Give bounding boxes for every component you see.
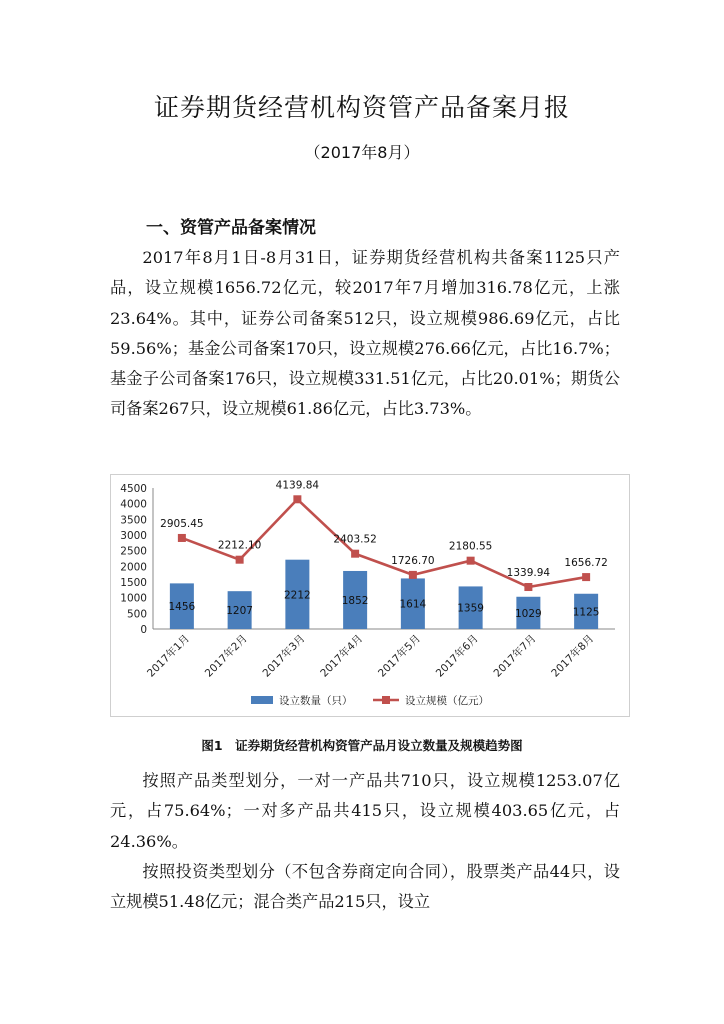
bar-value-label: 1125 (572, 606, 600, 619)
scale-value-label: 1656.72 (564, 557, 608, 570)
x-tick-label: 2017年7月 (491, 632, 539, 680)
scale-value-label: 1726.70 (391, 554, 435, 567)
scale-point (351, 550, 359, 558)
scale-point (236, 556, 244, 564)
bar-value-label: 1207 (226, 605, 253, 618)
scale-value-label: 2905.45 (160, 517, 204, 530)
scale-value-label: 2180.55 (448, 540, 493, 553)
bar-value-label: 2212 (284, 589, 311, 602)
x-tick-label: 2017年2月 (202, 632, 250, 680)
y-tick-label: 500 (126, 608, 147, 621)
legend-line-marker (382, 696, 390, 704)
scale-point (178, 534, 186, 542)
scale-value-label: 4139.84 (275, 479, 320, 492)
bar-value-label: 1852 (341, 594, 369, 607)
x-tick-label: 2017年3月 (260, 632, 308, 680)
legend-label: 设立数量（只） (279, 695, 353, 707)
paragraph-product-type: 按照产品类型划分，一对一产品共710只，设立规模1253.07亿元，占75.64%；一对多产品共415只，设立规模403.65亿元，占24.36%。 (110, 771, 620, 851)
x-tick-label: 2017年4月 (318, 632, 366, 680)
scale-point (524, 583, 532, 591)
scale-point (467, 557, 475, 565)
paragraph-investment-type: 按照投资类型划分（不包含券商定向合同），股票类产品44只，设立规模51.48亿元；混合类产品215只，设立 (110, 862, 620, 912)
y-tick-label: 0 (140, 624, 147, 636)
scale-value-label: 1339.94 (506, 567, 551, 580)
x-tick-label: 2017年5月 (376, 632, 423, 680)
x-tick-label: 2017年1月 (145, 632, 192, 680)
y-tick-label: 1500 (120, 577, 147, 589)
y-tick-label: 3000 (120, 530, 147, 542)
x-tick-label: 2017年8月 (549, 632, 597, 680)
y-tick-label: 3500 (120, 514, 147, 527)
scale-point (293, 495, 301, 503)
bar-value-label: 1456 (168, 601, 196, 614)
bar-value-label: 1029 (515, 607, 542, 620)
y-tick-label: 1000 (120, 592, 147, 605)
trend-chart (111, 475, 631, 718)
chart-container (110, 474, 630, 717)
y-tick-label: 2500 (120, 545, 147, 558)
x-tick-label: 2017年6月 (433, 632, 481, 680)
scale-value-label: 2212.10 (217, 539, 262, 552)
bar-value-label: 1614 (399, 598, 427, 611)
bar-value-label: 1359 (457, 602, 484, 615)
scale-point (582, 573, 590, 581)
legend-bar-swatch (251, 696, 273, 704)
report-subtitle: （2017年8月） (304, 143, 420, 162)
section-heading: 一、资管产品备案情况 (146, 218, 316, 238)
paragraph-summary: 2017年8月1日-8月31日，证券期货经营机构共备案1125只产品，设立规模1656.72亿元，较2017年7月增加316.78亿元，上涨23.64%。其中，证券公司备案512只，设立规模986.69亿元，占比59.56%；基金公司备案170只，设立规模276.66亿元，占比16.7%；基金子公司备案176只，设立规模331.51亿元，占比20.01%；期货公司备案267只，设立规模61.86亿元，占比3.73%。 (110, 248, 620, 419)
y-tick-label: 4000 (120, 498, 147, 511)
scale-value-label: 2403.52 (333, 533, 377, 546)
scale-point (409, 571, 417, 579)
y-tick-label: 4500 (120, 483, 147, 495)
legend-label: 设立规模（亿元） (405, 695, 489, 707)
figure-caption: 图1 证券期货经营机构资管产品月设立数量及规模趋势图 (201, 738, 523, 753)
y-tick-label: 2000 (120, 561, 147, 574)
report-title: 证券期货经营机构资管产品备案月报 (153, 93, 570, 122)
